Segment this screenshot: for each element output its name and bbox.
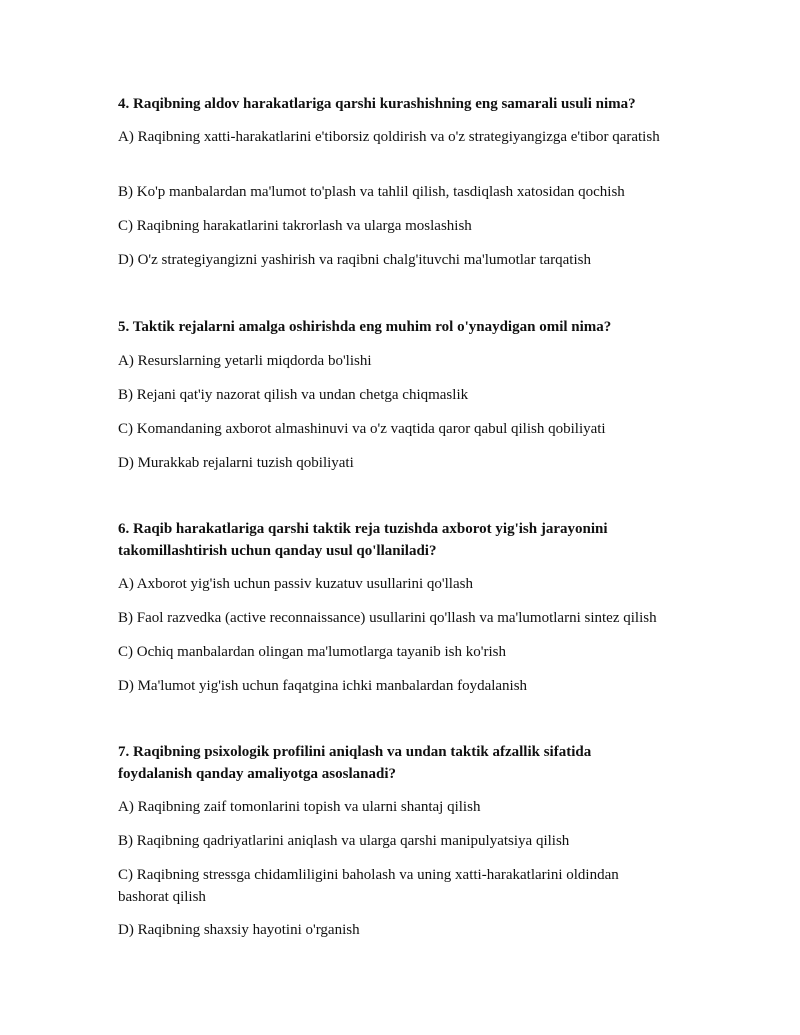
option-b: B) Raqibning qadriyatlarini aniqlash va ularga qarshi manipulyatsiya qilish	[118, 833, 570, 849]
option-a: A) Raqibning xatti-harakatlarini e'tiborsiz qoldirish va o'z strategiyangizga e'tibor qaratish	[118, 129, 660, 145]
option-d: D) O'z strategiyangizni yashirish va raqibni chalg'ituvchi ma'lumotlar tarqatish	[118, 252, 591, 268]
option-a: A) Resurslarning yetarli miqdorda bo'lishi	[118, 353, 372, 369]
option-c: C) Ochiq manbalardan olingan ma'lumotlarga tayanib ish ko'rish	[118, 644, 506, 660]
option-a: A) Axborot yig'ish uchun passiv kuzatuv usullarini qo'llash	[118, 576, 473, 592]
question-title: 5. Taktik rejalarni amalga oshirishda eng muhim rol o'ynaydigan omil nima?	[118, 319, 612, 335]
option-d: D) Raqibning shaxsiy hayotini o'rganish	[118, 922, 360, 938]
question-title: 4. Raqibning aldov harakatlariga qarshi kurashishning eng samarali usuli nima?	[118, 96, 636, 112]
option-b: B) Ko'p manbalardan ma'lumot to'plash va tahlil qilish, tasdiqlash xatosidan qochish	[118, 184, 625, 200]
option-d: D) Murakkab rejalarni tuzish qobiliyati	[118, 455, 354, 471]
question-title: 7. Raqibning psixologik profilini aniqlash va undan taktik afzallik sifatida foydalanish qanday amaliyotga asoslanadi?	[118, 744, 592, 782]
option-a: A) Raqibning zaif tomonlarini topish va ularni shantaj qilish	[118, 799, 481, 815]
option-c: C) Raqibning harakatlarini takrorlash va ularga moslashish	[118, 218, 472, 234]
option-c: C) Raqibning stressga chidamliligini baholash va uning xatti-harakatlarini oldindan bashorat qilish	[118, 867, 619, 905]
question-title: 6. Raqib harakatlariga qarshi taktik reja tuzishda axborot yig'ish jarayonini takomillashtirish uchun qanday usul qo'llaniladi?	[118, 521, 608, 559]
option-b: B) Faol razvedka (active reconnaissance) usullarini qo'llash va ma'lumotlarni sintez qilish	[118, 610, 657, 626]
option-d: D) Ma'lumot yig'ish uchun faqatgina ichki manbalardan foydalanish	[118, 678, 528, 694]
option-c: C) Komandaning axborot almashinuvi va o'z vaqtida qaror qabul qilish qobiliyati	[118, 421, 606, 437]
option-b: B) Rejani qat'iy nazorat qilish va undan chetga chiqmaslik	[118, 387, 469, 403]
